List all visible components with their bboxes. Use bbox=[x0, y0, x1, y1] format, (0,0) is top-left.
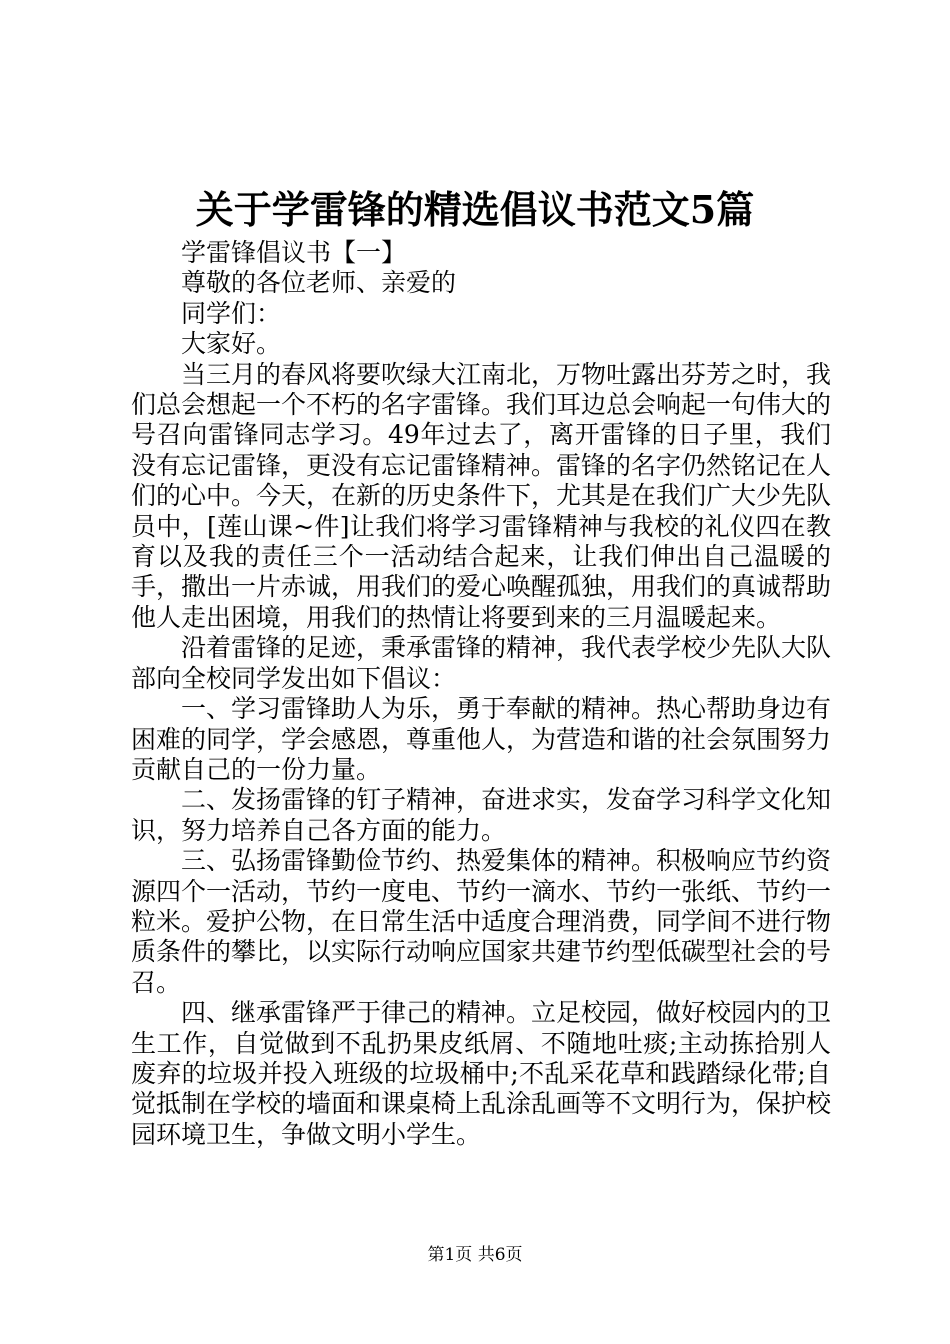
proposal-item: 二、发扬雷锋的钉子精神，奋进求实，发奋学习科学文化知识，努力培养自己各方面的能力。 bbox=[131, 785, 832, 845]
greeting: 大家好。 bbox=[181, 329, 282, 359]
document-title: 关于学雷锋的精选倡议书范文5篇 bbox=[195, 187, 755, 232]
page-footer: 第1页 共6页 bbox=[427, 1245, 523, 1265]
proposal-item: 三、弘扬雷锋勤俭节约、热爱集体的精神。积极响应节约资源四个一活动，节约一度电、节约一滴水、节约一张纸、节约一粒米。爱护公物，在日常生活中适度合理消费，同学间不进行物质条件的攀比，以实际行动响应国家共建节约型低碳型社会的号召。 bbox=[131, 846, 832, 997]
section-heading: 学雷锋倡议书【一】 bbox=[181, 238, 407, 267]
salutation-line-2: 同学们： bbox=[181, 298, 282, 328]
document-body bbox=[131, 238, 831, 1150]
proposal-item: 四、继承雷锋严于律己的精神。立足校园，做好校园内的卫生工作，自觉做到不乱扔果皮纸屑、不随地吐痰;主动拣拾别人废弃的垃圾并投入班级的垃圾桶中;不乱采花草和践踏绿化带;自觉抵制在学校的墙面和课桌椅上乱涂乱画等不文明行为，保护校园环境卫生，争做文明小学生。 bbox=[131, 998, 832, 1149]
body-paragraph: 沿着雷锋的足迹，秉承雷锋的精神，我代表学校少先队大队部向全校同学发出如下倡议： bbox=[131, 633, 832, 693]
proposal-item: 一、学习雷锋助人为乐，勇于奉献的精神。热心帮助身边有困难的同学，学会感恩，尊重他人，为营造和谐的社会氛围努力贡献自己的一份力量。 bbox=[131, 694, 832, 784]
salutation-line-1: 尊敬的各位老师、亲爱的 bbox=[181, 268, 457, 298]
body-paragraph: 当三月的春风将要吹绿大江南北，万物吐露出芬芳之时，我们总会想起一个不朽的名字雷锋。我们耳边总会响起一句伟大的号召向雷锋同志学习。49年过去了，离开雷锋的日子里，我们没有忘记雷锋，更没有忘记雷锋精神。雷锋的名字仍然铭记在人们的心中。今天，在新的历史条件下，尤其是在我们广大少先队员中，[莲山课~件]让我们将学习雷锋精神与我校的礼仪四在教育以及我的责任三个一活动结合起来，让我们伸出自己温暖的手，撒出一片赤诚，用我们的爱心唤醒孤独，用我们的真诚帮助他人走出困境，用我们的热情让将要到来的三月温暖起来。 bbox=[131, 359, 832, 632]
